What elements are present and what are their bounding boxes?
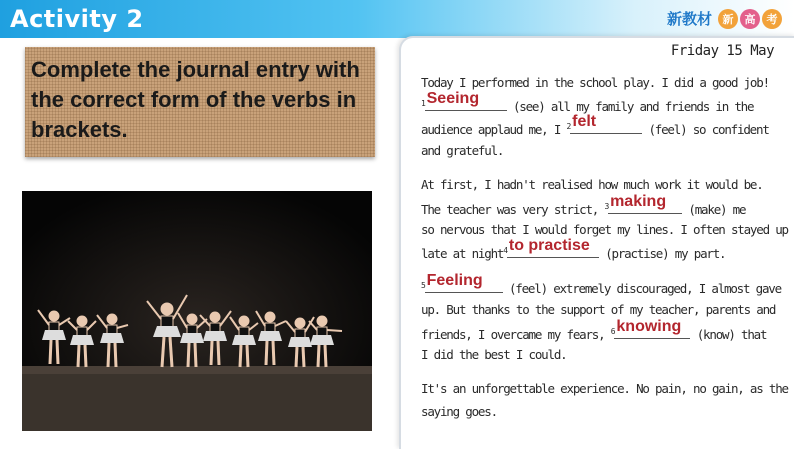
blank-number: 5 bbox=[421, 280, 425, 290]
blank-number: 4 bbox=[503, 245, 507, 255]
blank-number: 3 bbox=[604, 201, 609, 211]
blank-number: 6 bbox=[610, 326, 615, 336]
journal-line: and grateful. bbox=[421, 143, 504, 158]
answer-2: felt bbox=[572, 113, 597, 130]
journal-text: (know) that bbox=[696, 327, 767, 342]
journal-text: (see) all my family and friends in the bbox=[512, 99, 754, 114]
answer-blank-3[interactable] bbox=[608, 193, 682, 214]
journal-text: late at night bbox=[421, 246, 504, 261]
journal-line bbox=[421, 272, 781, 296]
journal-line bbox=[421, 237, 726, 261]
journal-text: (practise) my part. bbox=[605, 246, 726, 261]
answer-blank-4[interactable] bbox=[507, 237, 599, 258]
header-bar bbox=[0, 0, 794, 38]
ballet-photo bbox=[22, 191, 372, 431]
journal-line: so nervous that I would forget my lines. I often stayed up bbox=[421, 222, 788, 237]
journal-text: audience applaud me, I bbox=[421, 122, 561, 137]
journal-line: It's an unforgettable experience. No pain, no gain, as the bbox=[421, 381, 788, 396]
journal-line bbox=[421, 318, 767, 342]
journal-line: Today I performed in the school play. I did a good job! bbox=[421, 75, 769, 90]
journal-text: (feel) extremely discouraged, I almost gave bbox=[508, 281, 781, 296]
answer-blank-6[interactable] bbox=[614, 318, 690, 339]
brand-badge-3: 考 bbox=[762, 9, 782, 29]
brand-badge-2: 高 bbox=[740, 9, 760, 29]
journal-line bbox=[421, 113, 769, 137]
journal-text: (feel) so confident bbox=[648, 122, 769, 137]
answer-3: making bbox=[610, 193, 667, 210]
brand-text: 新教材 bbox=[666, 10, 712, 28]
answer-4: to practise bbox=[508, 237, 590, 254]
answer-blank-5[interactable] bbox=[425, 272, 503, 293]
answer-blank-2[interactable] bbox=[570, 113, 642, 134]
answer-5: Feeling bbox=[426, 272, 483, 289]
journal-text: friends, I overcame my fears, bbox=[421, 327, 605, 342]
journal-line: I did the best I could. bbox=[421, 347, 567, 362]
page-title: Activity 2 bbox=[10, 5, 144, 33]
journal-date: Friday 15 May bbox=[670, 43, 774, 59]
brand-badge-1: 新 bbox=[718, 9, 738, 29]
journal-line bbox=[421, 90, 754, 114]
journal-line: saying goes. bbox=[421, 404, 497, 419]
blank-number: 1 bbox=[421, 98, 425, 108]
journal-entry bbox=[399, 36, 794, 449]
instruction-text: Complete the journal entry with the correct form of the verbs in brackets. bbox=[31, 57, 360, 142]
answer-6: knowing bbox=[616, 318, 682, 335]
journal-line bbox=[421, 193, 746, 217]
instruction-card bbox=[25, 47, 375, 157]
journal-text: The teacher was very strict, bbox=[421, 202, 599, 217]
answer-blank-1[interactable] bbox=[425, 90, 507, 111]
brand-logo bbox=[667, 8, 782, 29]
blank-number: 2 bbox=[566, 121, 571, 131]
answer-1: Seeing bbox=[426, 90, 480, 107]
journal-line: At first, I hadn't realised how much work it would be. bbox=[421, 177, 763, 192]
journal-text: (make) me bbox=[688, 202, 746, 217]
journal-line: up. But thanks to the support of my teacher, parents and bbox=[421, 302, 776, 317]
ballet-dancers-image bbox=[22, 191, 372, 431]
